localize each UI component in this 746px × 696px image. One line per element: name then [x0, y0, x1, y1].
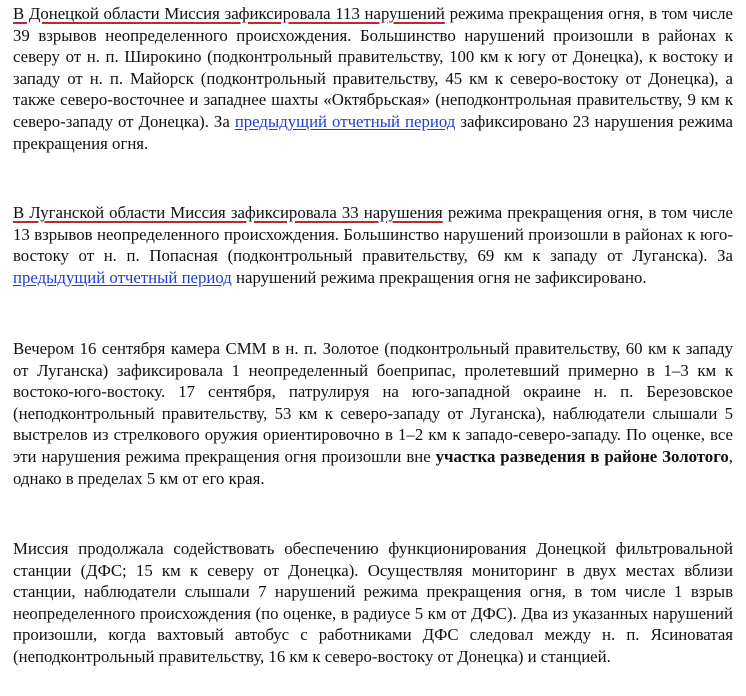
highlighted-phrase-luhansk: В Луганской области Миссия зафиксировала 33 нарушения [13, 203, 443, 222]
paragraph-text: , однако в пределах 5 км от его края. [13, 446, 733, 488]
paragraph-luhansk-violations [13, 202, 733, 288]
paragraph-zolote [13, 338, 733, 489]
paragraph-text: нарушений режима прекращения огня не зафиксировано. [231, 267, 647, 287]
bold-phrase-disengagement-area: участка разведения в районе Золотого [435, 446, 729, 466]
previous-period-link-donetsk[interactable]: предыдущий отчетный период [234, 111, 456, 131]
paragraph-text: режима прекращения огня, в том числе 13 взрывов неопределенного происхождения. Большинство нарушений произошли в районах к юго-востоку от н. п. Попасная (подконтрольный правительству, 69 км к западу от Луганска). За [13, 203, 733, 266]
paragraph-text: режима прекращения огня, в том числе 39 взрывов неопределенного происхождения. Большинство нарушений произошли в районах к северу от н. п. Широкино (подконтрольный правительству, 100 км к югу от Донецка), к востоку и западу от н. п. Майорск (подконтрольный правительству, 45 км к северо-востоку от Донецка), а также северо-восточнее и западнее шахты «Октябрьская» (неподконтрольная правительству, 9 км к северо-западу от Донецка). За [13, 4, 733, 131]
paragraph-donetsk-violations [13, 3, 733, 154]
paragraph-text: зафиксировано 23 нарушения режима прекращения огня. [13, 111, 733, 153]
paragraph-dfs-station: Миссия продолжала содействовать обеспечению функционирования Донецкой фильтровальной станции (ДФС; 15 км к северу от Донецка). Осуществляя мониторинг в двух местах вблизи станции, наблюдатели слышали 7 нарушений режима прекращения огня, в том числе 1 взрыв неопределенного происхождения (по оценке, в радиусе 5 км от ДФС). Два из указанных нарушений произошли, когда вахтовый автобус с работниками ДФС следовал между н. п. Ясиноватая (неподконтрольный правительству, 16 км к северо-востоку от Донецка) и станцией. [13, 539, 733, 666]
previous-period-link-luhansk[interactable]: предыдущий отчетный период [13, 267, 232, 287]
paragraph-text: Вечером 16 сентября камера СММ в н. п. Золотое (подконтрольный правительству, 60 км к западу от Луганска) зафиксировала 1 неопределенный боеприпас, пролетевший примерно в 1–3 км к востоко-юго-востоку. 17 сентября, патрулируя на юго-западной окраине н. п. Березовское (неподконтрольный правительству, 53 км к северо-западу от Луганска), наблюдатели слышали 5 выстрелов из стрелкового оружия ориентировочно в 1–2 км к западо-северо-западу. По оценке, все эти нарушения режима прекращения огня произошли вне [13, 339, 733, 466]
highlighted-phrase-donetsk: В Донецкой области Миссия зафиксировала 113 нарушений [13, 4, 445, 23]
